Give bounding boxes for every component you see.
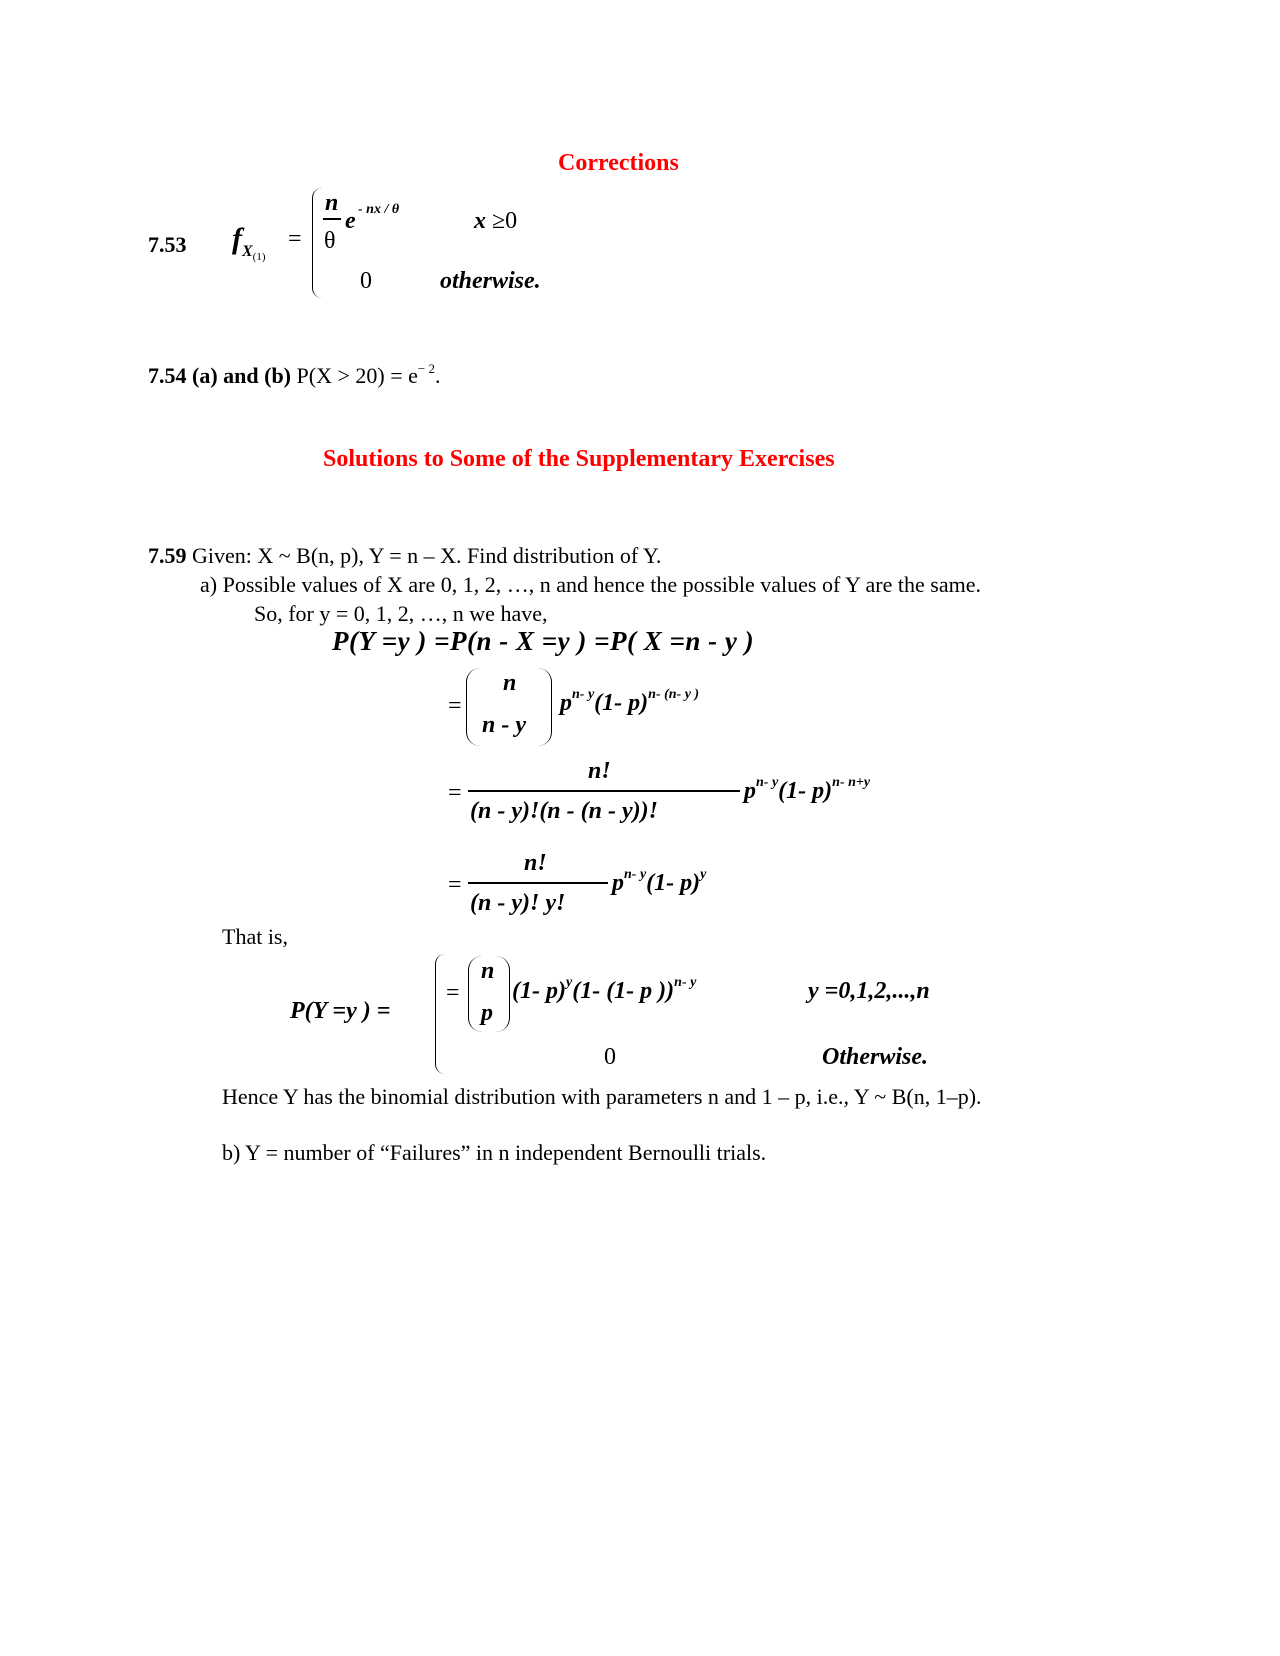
pmf-terms: (1- p)$^y$(1- (1- p ))$^{n- y}$ <box>512 975 697 1004</box>
eq3-fraction-bar <box>468 790 740 792</box>
zero-value: 0 <box>360 268 372 294</box>
conclusion-text: Hence Y has the binomial distribution with parameters n and 1 – p, i.e., Y ~ B(n, 1–p). <box>222 1084 982 1109</box>
fraction-bar <box>323 218 341 220</box>
eq3-numerator: n! <box>588 758 611 784</box>
part-b-text: b) Y = number of “Failures” in n independent Bernoulli trials. <box>222 1140 767 1165</box>
pmf-binom-bottom: p <box>481 1000 493 1026</box>
condition-otherwise: otherwise. <box>440 268 541 294</box>
condition-1: x ≥0 <box>474 208 518 234</box>
exponent: - nx / θ <box>358 202 400 217</box>
eq2-equals: = <box>448 693 462 719</box>
solutions-heading: Solutions to Some of the Supplementary Exercises <box>323 446 835 472</box>
exercise-label: 7.54 (a) and (b) <box>148 363 292 388</box>
equals-sign: = <box>288 226 302 252</box>
eq3-denominator: (n - y)!(n - (n - y))! <box>470 798 658 824</box>
eq4-numerator: n! <box>524 850 547 876</box>
eq4-terms: $p^{n- y}(1-$ p)$^y$ <box>612 867 707 896</box>
eq4-equals: = <box>448 872 462 898</box>
part-a-line1: a) Possible values of X are 0, 1, 2, …, n and hence the possible values of Y are the same. <box>200 572 981 597</box>
equation-1: P(Y =y ) =P(n - X =y ) =P( X =n - y ) <box>332 626 755 656</box>
given-line: 7.59 Given: X ~ B(n, p), Y = n – X. Find distribution of Y. <box>148 543 662 568</box>
exp-e: e <box>345 208 356 234</box>
theta-denominator: θ <box>324 228 336 254</box>
binom-bottom: n - y <box>482 712 526 738</box>
pdf-symbol: $f_{X(1)}$ <box>232 222 266 263</box>
corrections-heading: Corrections <box>558 150 679 176</box>
exercise-7-54: 7.54 (a) and (b) $P(X > 20) = e^{- 2}$. <box>148 361 441 388</box>
eq2-terms: $p^{n- y}(1-$ p)$^{n- (n- y )}$ <box>560 687 700 716</box>
pmf-zero: 0 <box>604 1044 616 1070</box>
eq4-denominator: (n - y)! y! <box>470 890 566 916</box>
part-a-line2: So, for y = 0, 1, 2, …, n we have, <box>254 601 548 626</box>
that-is-text: That is, <box>222 924 288 949</box>
fraction-numerator: n <box>325 190 339 216</box>
pmf-binom-top: n <box>481 958 495 984</box>
left-brace <box>312 188 323 298</box>
pmf-otherwise: Otherwise. <box>822 1044 929 1070</box>
pmf-brace <box>435 954 446 1074</box>
pmf-condition: y =0,1,2,...,n <box>808 978 930 1004</box>
eq4-fraction-bar <box>468 882 608 884</box>
pmf-equals: = <box>446 980 460 1006</box>
binom-top: n <box>503 670 517 696</box>
eq3-terms: $p^{n- y}(1-$ p)$^{n- n+y}$ <box>744 775 871 804</box>
pmf-lhs: P(Y =y ) = <box>290 998 391 1024</box>
eq3-equals: = <box>448 780 462 806</box>
exercise-label: 7.53 <box>148 232 187 257</box>
